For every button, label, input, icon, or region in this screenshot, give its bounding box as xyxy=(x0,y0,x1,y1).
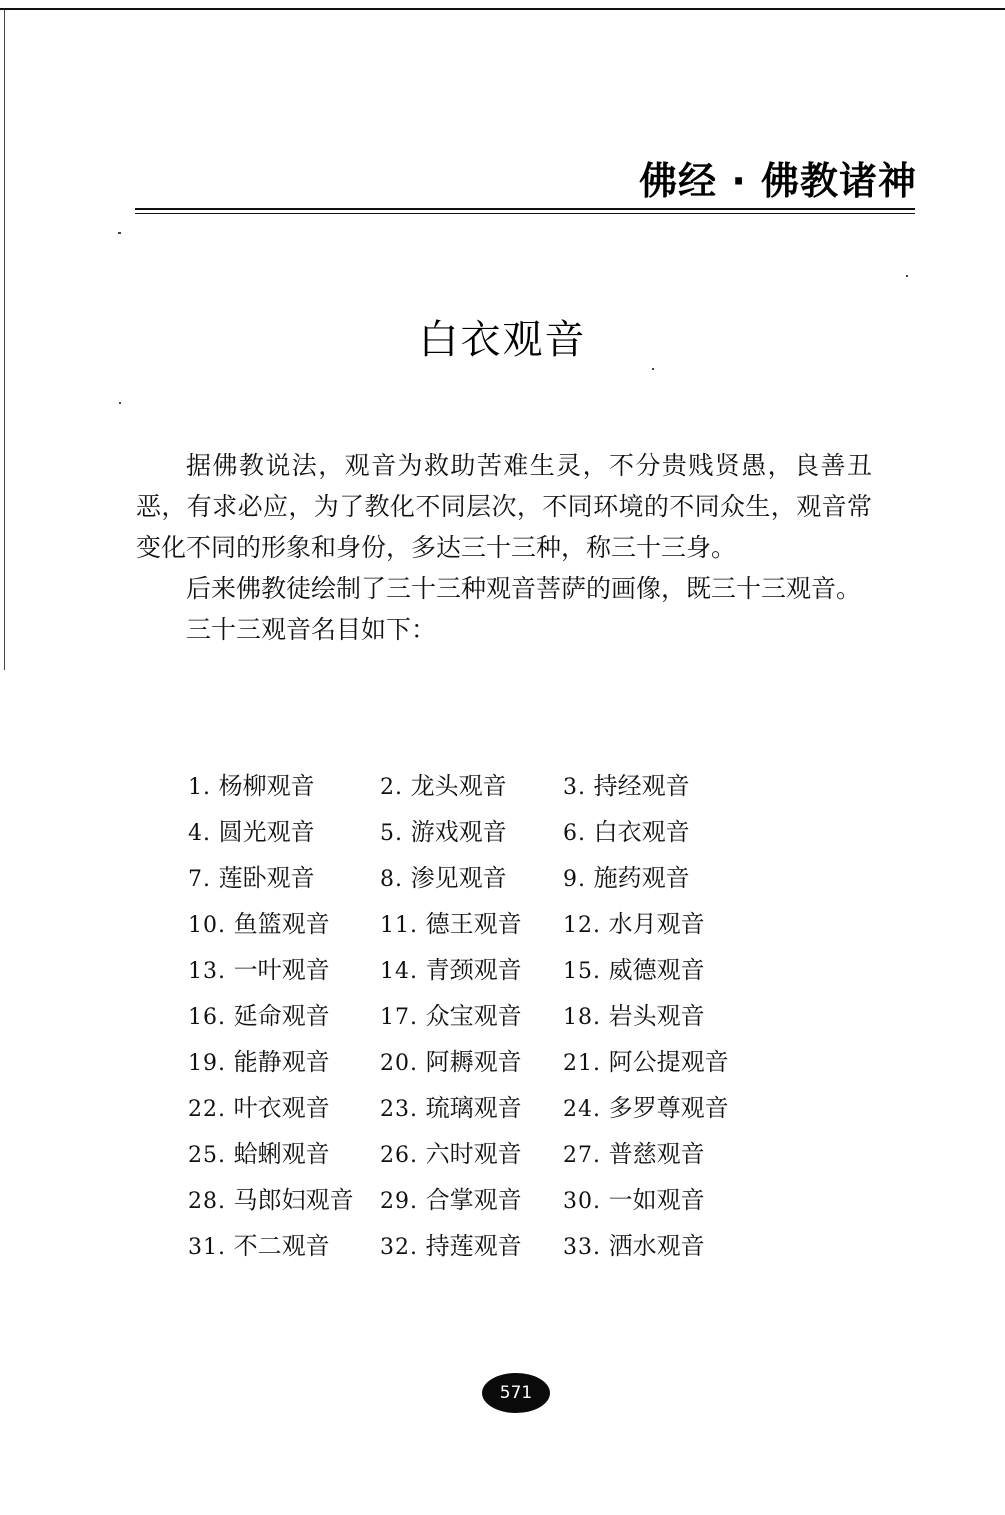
list-item-name: 岩头观音 xyxy=(608,1002,705,1030)
paragraph: 后来佛教徒绘制了三十三种观音菩萨的画像，既三十三观音。 xyxy=(186,574,862,603)
list-item xyxy=(563,996,763,1042)
list-item-number: 26. xyxy=(380,1143,418,1168)
list-item xyxy=(188,858,380,904)
list-item-number: 1. xyxy=(188,775,211,800)
list-item-name: 普慈观音 xyxy=(608,1140,705,1168)
list-item-number: 31. xyxy=(188,1235,226,1260)
list-item xyxy=(380,1180,563,1226)
list-item xyxy=(563,950,763,996)
list-item-number: 25. xyxy=(188,1143,226,1168)
running-header: 佛经 · 佛教诸神 xyxy=(639,159,917,203)
list-item-number: 15. xyxy=(563,959,601,984)
list-item-number: 3. xyxy=(563,775,586,800)
list-item-number: 23. xyxy=(380,1097,418,1122)
list-item xyxy=(188,1180,380,1226)
list-item-name: 水月观音 xyxy=(608,910,705,938)
list-item xyxy=(563,1088,763,1134)
scan-speck xyxy=(119,402,121,404)
list-item-number: 22. xyxy=(188,1097,226,1122)
list-item-number: 30. xyxy=(563,1189,601,1214)
list-item xyxy=(188,1088,380,1134)
list-item xyxy=(563,812,763,858)
list-item-name: 渗见观音 xyxy=(410,864,507,892)
list-item-name: 鱼篮观音 xyxy=(233,910,330,938)
list-item-number: 18. xyxy=(563,1005,601,1030)
list-item-number: 4. xyxy=(188,821,211,846)
list-item xyxy=(563,1134,763,1180)
list-item xyxy=(380,766,563,812)
list-item-name: 六时观音 xyxy=(425,1140,522,1168)
list-item-name: 众宝观音 xyxy=(425,1002,522,1030)
list-item-name: 蛤蜊观音 xyxy=(233,1140,330,1168)
scan-speck xyxy=(906,275,908,277)
list-item-name: 一叶观音 xyxy=(233,956,330,984)
list-item xyxy=(188,904,380,950)
list-item xyxy=(380,1042,563,1088)
list-item xyxy=(380,1226,563,1272)
list-intro: 三十三观音名目如下： xyxy=(186,615,437,644)
list-item xyxy=(563,766,763,812)
list-item-name: 杨柳观音 xyxy=(218,772,315,800)
list-item xyxy=(563,1226,763,1272)
list-item-number: 11. xyxy=(380,913,418,938)
list-item-name: 一如观音 xyxy=(608,1186,705,1214)
list-item xyxy=(188,766,380,812)
list-item-number: 32. xyxy=(380,1235,418,1260)
list-item-number: 20. xyxy=(380,1051,418,1076)
list-item xyxy=(188,1134,380,1180)
list-item xyxy=(380,1088,563,1134)
scan-speck xyxy=(652,368,654,370)
list-item-number: 7. xyxy=(188,867,211,892)
list-item-number: 19. xyxy=(188,1051,226,1076)
list-item-name: 琉璃观音 xyxy=(425,1094,522,1122)
list-item-number: 14. xyxy=(380,959,418,984)
list-item-number: 12. xyxy=(563,913,601,938)
list-item-name: 施药观音 xyxy=(593,864,690,892)
list-item-number: 10. xyxy=(188,913,226,938)
list-item xyxy=(380,904,563,950)
guanyin-name-list xyxy=(188,766,763,1272)
list-item-number: 9. xyxy=(563,867,586,892)
header-rule-thick xyxy=(135,208,915,210)
list-item xyxy=(380,950,563,996)
list-item-number: 17. xyxy=(380,1005,418,1030)
list-item-name: 游戏观音 xyxy=(410,818,507,846)
list-item xyxy=(563,904,763,950)
list-item xyxy=(188,1226,380,1272)
list-item xyxy=(380,996,563,1042)
list-item xyxy=(563,1180,763,1226)
list-item-number: 13. xyxy=(188,959,226,984)
list-item-name: 威德观音 xyxy=(608,956,705,984)
list-item-name: 不二观音 xyxy=(233,1232,330,1260)
scan-speck xyxy=(118,232,121,234)
article-title: 白衣观音 xyxy=(418,317,587,363)
list-item-name: 叶衣观音 xyxy=(233,1094,330,1122)
list-item-name: 圆光观音 xyxy=(218,818,315,846)
list-item-name: 能静观音 xyxy=(233,1048,330,1076)
page-number-badge: 571 xyxy=(482,1373,550,1413)
list-item-number: 28. xyxy=(188,1189,226,1214)
list-item-name: 持莲观音 xyxy=(425,1232,522,1260)
list-item xyxy=(563,1042,763,1088)
list-item-number: 2. xyxy=(380,775,403,800)
list-item-name: 马郎妇观音 xyxy=(233,1186,354,1214)
list-item-number: 27. xyxy=(563,1143,601,1168)
list-item xyxy=(188,1042,380,1088)
list-item-number: 29. xyxy=(380,1189,418,1214)
article-body xyxy=(136,445,872,650)
list-item xyxy=(380,812,563,858)
list-item-number: 21. xyxy=(563,1051,601,1076)
list-item-name: 持经观音 xyxy=(593,772,690,800)
list-item-name: 多罗尊观音 xyxy=(608,1094,729,1122)
list-item-number: 24. xyxy=(563,1097,601,1122)
list-item-name: 洒水观音 xyxy=(608,1232,705,1260)
list-item xyxy=(563,858,763,904)
list-item-number: 33. xyxy=(563,1235,601,1260)
list-item-name: 阿耨观音 xyxy=(425,1048,522,1076)
list-item-number: 6. xyxy=(563,821,586,846)
list-item-name: 龙头观音 xyxy=(410,772,507,800)
top-border-rule xyxy=(0,8,1005,10)
header-rule-thin xyxy=(135,213,915,214)
list-item-name: 延命观音 xyxy=(233,1002,330,1030)
list-item xyxy=(380,858,563,904)
list-item-name: 青颈观音 xyxy=(425,956,522,984)
list-item-name: 合掌观音 xyxy=(425,1186,522,1214)
list-item xyxy=(380,1134,563,1180)
list-item-number: 8. xyxy=(380,867,403,892)
list-item-name: 莲卧观音 xyxy=(218,864,315,892)
list-item xyxy=(188,812,380,858)
list-item xyxy=(188,996,380,1042)
list-item-name: 白衣观音 xyxy=(593,818,690,846)
list-item-name: 阿公提观音 xyxy=(608,1048,729,1076)
list-item-name: 德王观音 xyxy=(425,910,522,938)
paragraph: 据佛教说法，观音为救助苦难生灵，不分贵贱贤愚，良善丑恶，有求必应，为了教化不同层次，不同环境的不同众生，观音常变化不同的形象和身份，多达三十三种，称三十三身。 xyxy=(136,451,872,562)
list-item-number: 5. xyxy=(380,821,403,846)
list-item xyxy=(188,950,380,996)
list-item-number: 16. xyxy=(188,1005,226,1030)
